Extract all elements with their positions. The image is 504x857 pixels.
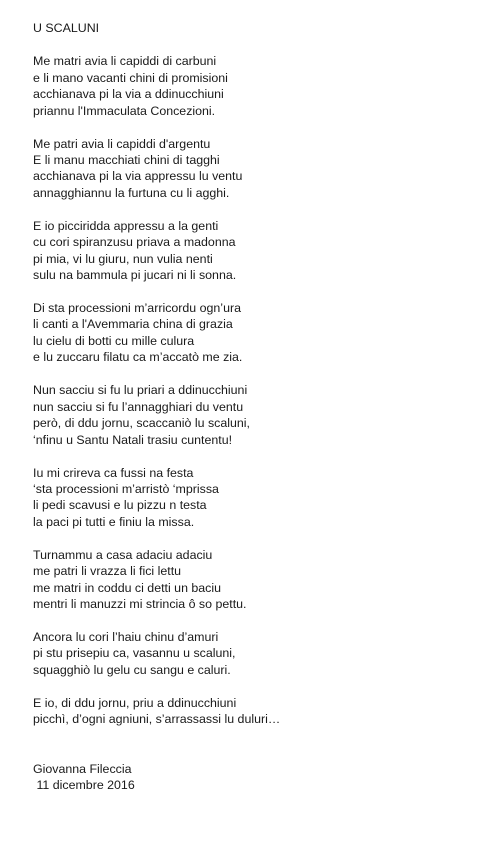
poem-date: 11 dicembre 2016 — [33, 777, 135, 792]
stanza-7 — [33, 547, 493, 613]
poem-line: li canti a l'Avemmaria china di grazia — [33, 317, 233, 332]
stanza-3 — [33, 218, 493, 284]
poem-line: priannu l'Immaculata Concezioni. — [33, 103, 216, 118]
poem-line: me patri li vrazza li fici lettu — [33, 564, 182, 579]
poem-line: acchianava pi la via appressu lu ventu — [33, 169, 243, 184]
poem-line: sulu na bammula pi jucari ni li sonna. — [33, 268, 237, 283]
stanza-2 — [33, 136, 493, 202]
signature-block — [33, 761, 493, 794]
poem-line: pi stu prisepiu ca, vasannu u scaluni, — [33, 646, 236, 661]
poem-line: Ancora lu cori l’haiu chinu d’amuri — [33, 629, 219, 644]
poem-line: Di sta processioni m’arricordu ogn’ura — [33, 301, 241, 316]
poem-line: Turnammu a casa adaciu adaciu — [33, 547, 213, 562]
poem-line: pi mia, vi lu giuru, nun vulia nenti — [33, 251, 213, 266]
poem-line: e lu zuccaru filatu ca m’accatò me zia. — [33, 350, 243, 365]
poem-line: mentri li manuzzi mi strincia ô so pettu. — [33, 596, 247, 611]
poem-line: però, di ddu jornu, scaccaniò lu scaluni, — [33, 416, 250, 431]
poem-line: nun sacciu si fu l’annagghiari du ventu — [33, 399, 244, 414]
stanza-5 — [33, 382, 493, 448]
poem-line: Me patri avia li capiddi d'argentu — [33, 136, 211, 151]
stanza-8 — [33, 629, 493, 678]
stanza-4 — [33, 300, 493, 366]
poem-line: annagghiannu la furtuna cu li agghi. — [33, 185, 230, 200]
poem-line: Iu mi crireva ca fussi na festa — [33, 465, 194, 480]
poem-page — [33, 20, 493, 793]
poem-title: U SCALUNI — [33, 21, 100, 35]
poem-line: la paci pi tutti e finiu la missa. — [33, 514, 195, 529]
poem-line: e li mano vacanti chini di promisioni — [33, 70, 228, 85]
poem-line: E io, di ddu jornu, priu a ddinucchiuni — [33, 695, 237, 710]
poem-line: Nun sacciu si fu lu priari a ddinucchiuni — [33, 383, 248, 398]
poem-line: cu cori spiranzusu priava a madonna — [33, 235, 236, 250]
poem-line: me matri in coddu ci detti un baciu — [33, 580, 222, 595]
stanza-1 — [33, 53, 493, 119]
poem-line: ‘sta processioni m’arristò ‘mprissa — [33, 481, 219, 496]
poem-line: picchì, d’ogni agniuni, s’arrassassi lu duluri… — [33, 712, 281, 727]
poem-line: E io picciridda appressu a la genti — [33, 218, 219, 233]
stanza-6 — [33, 465, 493, 531]
poem-line: ‘nfinu u Santu Natali trasiu cuntentu! — [33, 432, 233, 447]
poem-line: E li manu macchiati chini di tagghi — [33, 153, 220, 168]
poem-line: acchianava pi la via a ddinucchiuni — [33, 87, 224, 102]
stanza-9 — [33, 695, 493, 728]
poem-line: Me matri avia li capiddi di carbuni — [33, 54, 217, 69]
poem-line: lu cielu di botti cu mille culura — [33, 333, 195, 348]
poem-line: squagghiò lu gelu cu sangu e caluri. — [33, 662, 231, 677]
author-name: Giovanna Fileccia — [33, 761, 132, 776]
poem-line: li pedi scavusi e lu pizzu n testa — [33, 498, 207, 513]
